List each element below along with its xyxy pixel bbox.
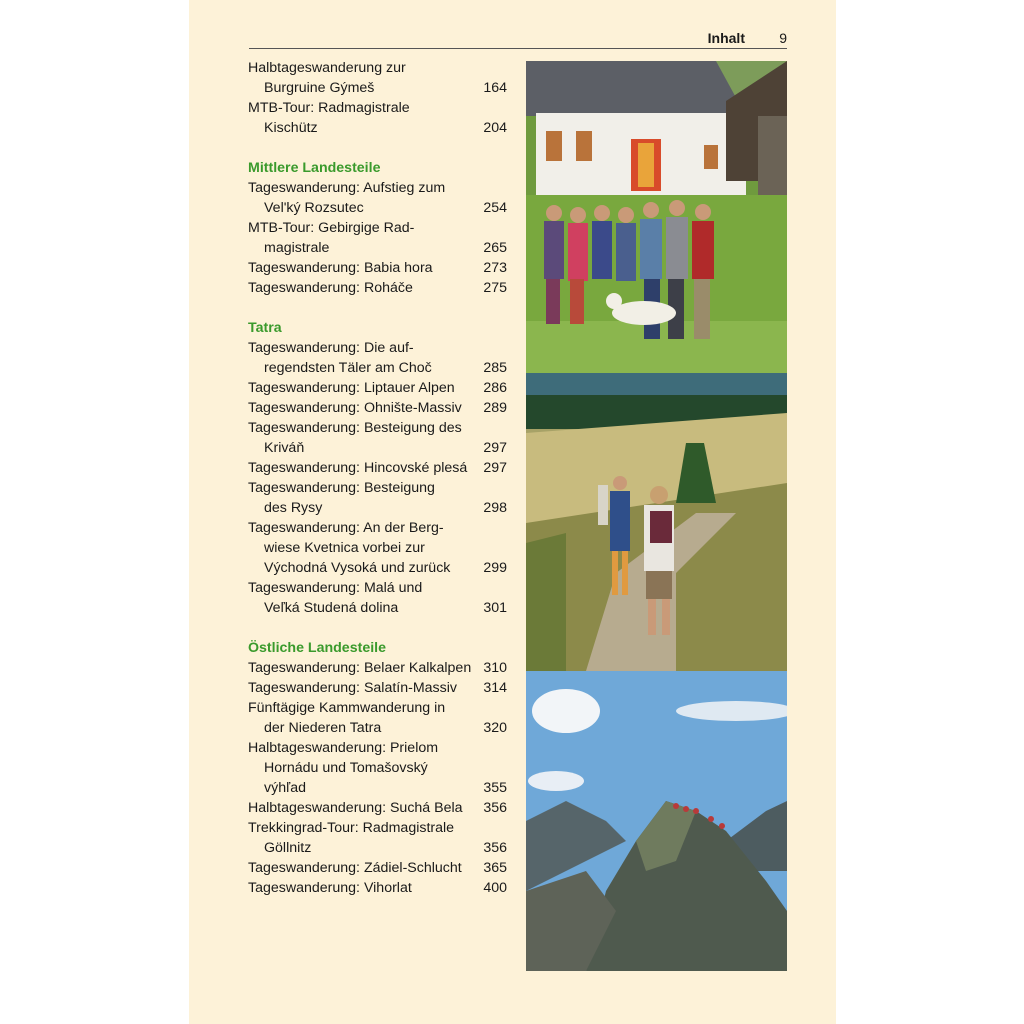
toc-entry-line — [248, 498, 507, 518]
toc-entry[interactable] — [248, 58, 507, 98]
toc-entry-line — [248, 518, 507, 538]
toc-entry-line — [248, 778, 507, 798]
toc-entry-title: Kischütz — [264, 120, 318, 136]
toc-entry[interactable] — [248, 858, 507, 878]
toc-entry-title: Halbtageswanderung zur — [248, 60, 406, 76]
toc-entry-line — [248, 738, 507, 758]
toc-page-number: 273 — [483, 260, 507, 276]
toc-entry-title: Veľká Studená dolina — [264, 600, 399, 616]
toc-page-number: 254 — [483, 200, 507, 216]
toc-entry-line — [248, 598, 507, 618]
toc-page-number: 320 — [483, 720, 507, 736]
toc-page-number: 289 — [483, 400, 507, 416]
toc-entry[interactable] — [248, 738, 507, 798]
toc-entry-title: Fünftägige Kammwanderung in — [248, 700, 446, 716]
toc-entry[interactable] — [248, 578, 507, 618]
toc-entry-title: Tageswanderung: Ohnište-Massiv — [248, 400, 462, 416]
running-header — [249, 30, 787, 49]
toc-entry-line — [248, 78, 507, 98]
photo-hikers-trail — [526, 373, 787, 671]
toc-entry-line — [248, 558, 507, 578]
toc-entry-title: regendsten Täler am Choč — [264, 360, 432, 376]
toc-entry-title: Vel'ký Rozsutec — [264, 200, 364, 216]
toc-entry-title: Tageswanderung: Salatín-Massiv — [248, 680, 457, 696]
toc-entry[interactable] — [248, 378, 507, 398]
toc-entry[interactable] — [248, 258, 507, 278]
toc-entry-line — [248, 538, 507, 558]
book-page — [189, 0, 836, 1024]
section-spacer — [248, 298, 507, 318]
toc-page-number: 265 — [483, 240, 507, 256]
toc-page-number: 297 — [483, 460, 507, 476]
toc-entry-line — [248, 858, 507, 878]
toc-entry[interactable] — [248, 478, 507, 518]
toc-entry-line — [248, 678, 507, 698]
toc-page-number: 314 — [483, 680, 507, 696]
toc-entry-line — [248, 818, 507, 838]
toc-entry-line — [248, 398, 507, 418]
toc-page-number: 356 — [483, 840, 507, 856]
toc-entry[interactable] — [248, 698, 507, 738]
toc-entry[interactable] — [248, 178, 507, 218]
toc-entry-title: Burgruine Gýmeš — [264, 80, 375, 96]
toc-entry-title: Tageswanderung: An der Berg- — [248, 520, 444, 536]
toc-entry[interactable] — [248, 98, 507, 138]
table-of-contents — [248, 58, 507, 898]
toc-entry-title: magistrale — [264, 240, 330, 256]
toc-entry-title: Kriváň — [264, 440, 305, 456]
toc-entry[interactable] — [248, 418, 507, 458]
toc-entry-line — [248, 458, 507, 478]
toc-entry-line — [248, 378, 507, 398]
page-number: 9 — [779, 30, 787, 46]
toc-entry[interactable] — [248, 458, 507, 478]
toc-entry-title: Tageswanderung: Die auf- — [248, 340, 414, 356]
toc-entry-line — [248, 578, 507, 598]
toc-entry-line — [248, 238, 507, 258]
toc-heading-tatra: Tatra — [248, 320, 282, 336]
toc-page-number: 164 — [483, 80, 507, 96]
toc-entry-title: Tageswanderung: Malá und — [248, 580, 423, 596]
toc-page-number: 204 — [483, 120, 507, 136]
toc-entry-title: Trekkingrad-Tour: Radmagistrale — [248, 820, 455, 836]
toc-entry-title: Tageswanderung: Aufstieg zum — [248, 180, 446, 196]
toc-entry-line — [248, 478, 507, 498]
toc-page-number: 356 — [483, 800, 507, 816]
toc-page-number: 355 — [483, 780, 507, 796]
photo-rocky-summit — [526, 671, 787, 971]
toc-page-number: 301 — [483, 600, 507, 616]
toc-entry-line — [248, 258, 507, 278]
toc-entry[interactable] — [248, 218, 507, 258]
toc-entry-title: Hornádu und Tomašovský — [264, 760, 428, 776]
toc-entry-title: Tageswanderung: Zádiel-Schlucht — [248, 860, 462, 876]
toc-entry-line — [248, 658, 507, 678]
toc-entry-line — [248, 358, 507, 378]
toc-entry-title: wiese Kvetnica vorbei zur — [264, 540, 425, 556]
photo-column — [526, 61, 787, 971]
toc-entry-title: Tageswanderung: Belaer Kalkalpen — [248, 660, 472, 676]
toc-entry-line — [248, 758, 507, 778]
toc-entry-title: Tageswanderung: Liptauer Alpen — [248, 380, 455, 396]
toc-entry-line — [248, 698, 507, 718]
toc-entry-title: MTB-Tour: Radmagistrale — [248, 100, 410, 116]
toc-entry-line — [248, 338, 507, 358]
toc-page-number: 310 — [483, 660, 507, 676]
section-title: Inhalt — [707, 30, 745, 46]
section-spacer — [248, 618, 507, 638]
toc-entry[interactable] — [248, 798, 507, 818]
toc-page-number: 275 — [483, 280, 507, 296]
toc-page-number: 298 — [483, 500, 507, 516]
toc-entry-line — [248, 198, 507, 218]
toc-entry-title: des Rysy — [264, 500, 323, 516]
toc-page-number: 365 — [483, 860, 507, 876]
toc-page-number: 286 — [483, 380, 507, 396]
toc-page-number: 400 — [483, 880, 507, 896]
toc-entry-line — [248, 838, 507, 858]
section-spacer — [248, 138, 507, 158]
toc-entry-line — [248, 418, 507, 438]
toc-entry-line — [248, 218, 507, 238]
photo-group-farmhouse — [526, 61, 787, 373]
toc-entry-title: Tageswanderung: Babia hora — [248, 260, 433, 276]
toc-heading-mittlere-landesteile: Mittlere Landesteile — [248, 160, 381, 176]
toc-entry-title: Tageswanderung: Besteigung — [248, 480, 435, 496]
toc-entry-line — [248, 878, 507, 898]
toc-entry-line — [248, 98, 507, 118]
toc-entry-title: výhľad — [264, 780, 306, 796]
toc-entry-title: Tageswanderung: Hincovské plesá — [248, 460, 468, 476]
toc-page-number: 285 — [483, 360, 507, 376]
toc-entry-title: Halbtageswanderung: Prielom — [248, 740, 439, 756]
toc-entry[interactable] — [248, 278, 507, 298]
toc-entry[interactable] — [248, 518, 507, 578]
toc-heading-ostliche-landesteile: Östliche Landesteile — [248, 640, 386, 656]
toc-entry-line — [248, 118, 507, 138]
toc-entry-line — [248, 58, 507, 78]
toc-entry-title: Göllnitz — [264, 840, 312, 856]
toc-entry-title: der Niederen Tatra — [264, 720, 382, 736]
toc-entry-title: Tageswanderung: Besteigung des — [248, 420, 462, 436]
toc-page-number: 297 — [483, 440, 507, 456]
toc-entry-line — [248, 278, 507, 298]
toc-entry[interactable] — [248, 678, 507, 698]
toc-entry[interactable] — [248, 658, 507, 678]
toc-entry-title: Tageswanderung: Roháče — [248, 280, 413, 296]
toc-entry[interactable] — [248, 878, 507, 898]
toc-entry-line — [248, 718, 507, 738]
toc-entry[interactable] — [248, 818, 507, 858]
toc-entry-line — [248, 438, 507, 458]
toc-entry-title: MTB-Tour: Gebirgige Rad- — [248, 220, 415, 236]
toc-entry-title: Východná Vysoká und zurück — [264, 560, 451, 576]
toc-page-number: 299 — [483, 560, 507, 576]
toc-entry[interactable] — [248, 398, 507, 418]
toc-entry-line — [248, 178, 507, 198]
toc-entry-title: Tageswanderung: Vihorlat — [248, 880, 412, 896]
toc-entry[interactable] — [248, 338, 507, 378]
toc-entry-title: Halbtageswanderung: Suchá Bela — [248, 800, 463, 816]
toc-entry-line — [248, 798, 507, 818]
